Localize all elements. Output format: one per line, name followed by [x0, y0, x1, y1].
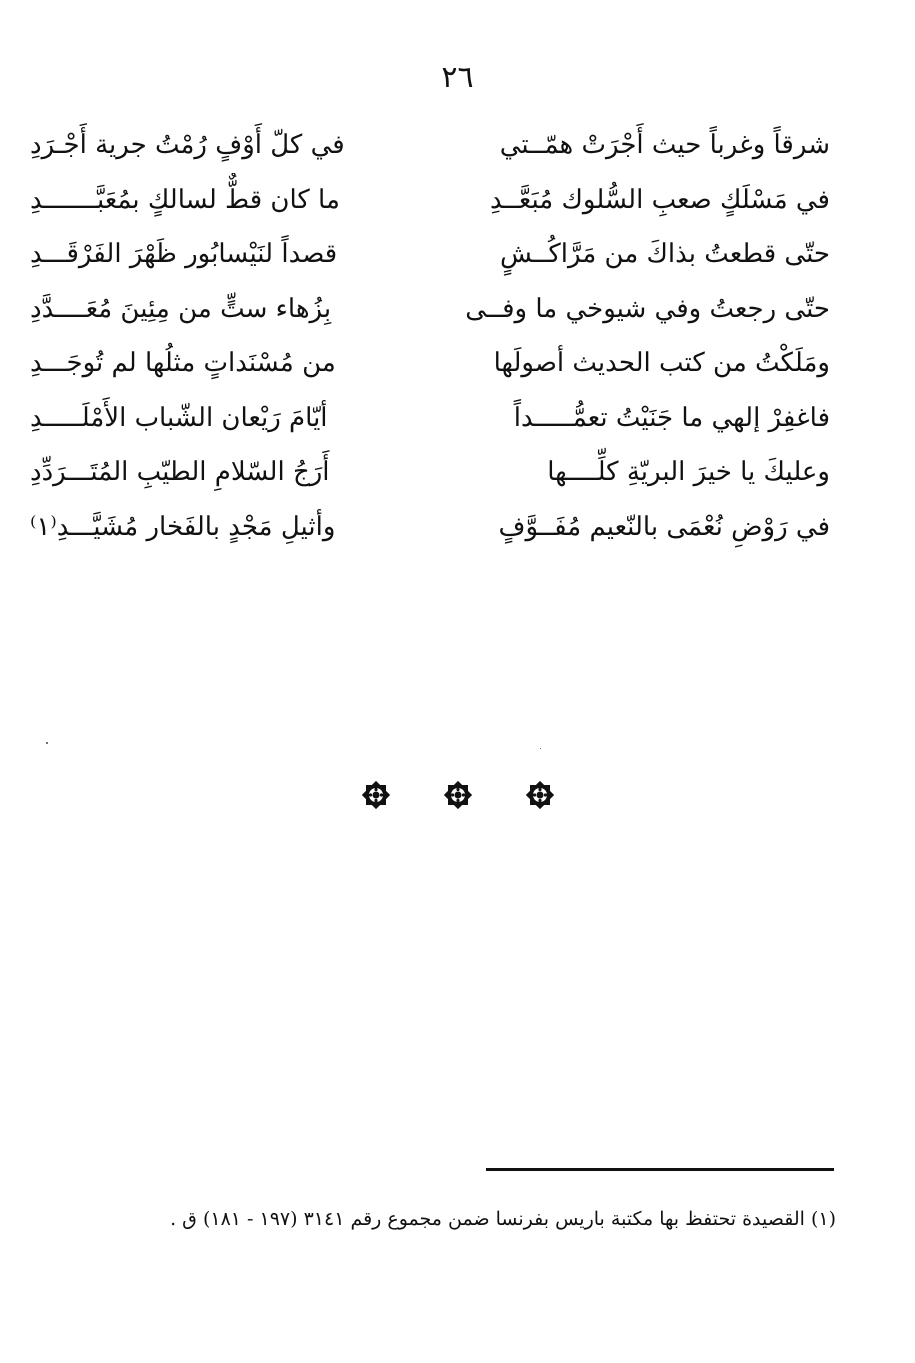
verse-second-hemistich: ما كان قطٌّ لسالكٍ بمُعَبَّـــــــدِ	[30, 184, 340, 215]
verse-second-hemistich: بِزُهاء ستٍّ من مِئِينَ مُعَــــدَّدِ	[30, 293, 332, 324]
verse-first-hemistich: حتّى قطعتُ بذاكَ من مَرَّاكُــشٍ	[500, 239, 830, 270]
footnote-separator	[486, 1168, 834, 1171]
verse-first-hemistich: حتّى رجعتُ وفي شيوخي ما وفــى	[465, 293, 830, 324]
verse	[30, 118, 830, 173]
poem	[30, 118, 830, 554]
verse-first-hemistich: ومَلَكْتُ من كتب الحديث أصولَها	[493, 348, 830, 379]
verse-second-hemistich: أَرَجُ السّلامِ الطيّبِ المُتَـــرَدِّدِ	[30, 457, 330, 488]
verse-second-hemistich: قصداً لنَيْسابُور ظَهْرَ الفَرْقَـــدِ	[30, 239, 338, 270]
verse	[30, 500, 830, 555]
verse-second-hemistich: وأثيلِ مَجْدٍ بالفَخار مُشَيَّـــدِ⁽١⁾	[30, 511, 336, 542]
verse-first-hemistich: وعليكَ يا خيرَ البريّةِ كلِّــــها	[547, 457, 830, 488]
star-ornament-icon	[523, 778, 557, 812]
stray-mark	[46, 742, 48, 744]
stray-mark	[540, 748, 541, 749]
verse	[30, 445, 830, 500]
page-number: ٢٦	[441, 60, 474, 95]
verse	[30, 391, 830, 446]
footnote: (١) القصيدة تحتفظ بها مكتبة باريس بفرنسا ضمن مجموع رقم ٣١٤١ (١٩٧ - ١٨١) ق .	[170, 1208, 836, 1230]
verse-second-hemistich: في كلّ أَوْفٍ رُمْتُ جرية أَجْـرَدِ	[30, 130, 345, 161]
star-ornament-icon	[441, 778, 475, 812]
verse-first-hemistich: في رَوْضِ نُعْمَى بالنّعيم مُفَــوَّفٍ	[498, 511, 830, 542]
verse	[30, 282, 830, 337]
verse-second-hemistich: من مُسْنَداتٍ مثلُها لم تُوجَـــدِ	[30, 348, 336, 379]
verse	[30, 227, 830, 282]
verse	[30, 336, 830, 391]
star-ornament-icon	[359, 778, 393, 812]
verse-first-hemistich: شرقاً وغرباً حيث أَجْرَتْ همّــتي	[499, 130, 830, 161]
ornament-divider	[0, 778, 915, 812]
verse-first-hemistich: فاغفِرْ إلهي ما جَنَيْتُ تعمُّـــــداً	[513, 402, 830, 433]
verse-first-hemistich: في مَسْلَكٍ صعبِ السُّلوك مُبَعَّــدِ	[490, 184, 830, 215]
verse	[30, 173, 830, 228]
verse-second-hemistich: أيّامَ رَيْعان الشّباب الأَمْلَـــــدِ	[30, 402, 328, 433]
